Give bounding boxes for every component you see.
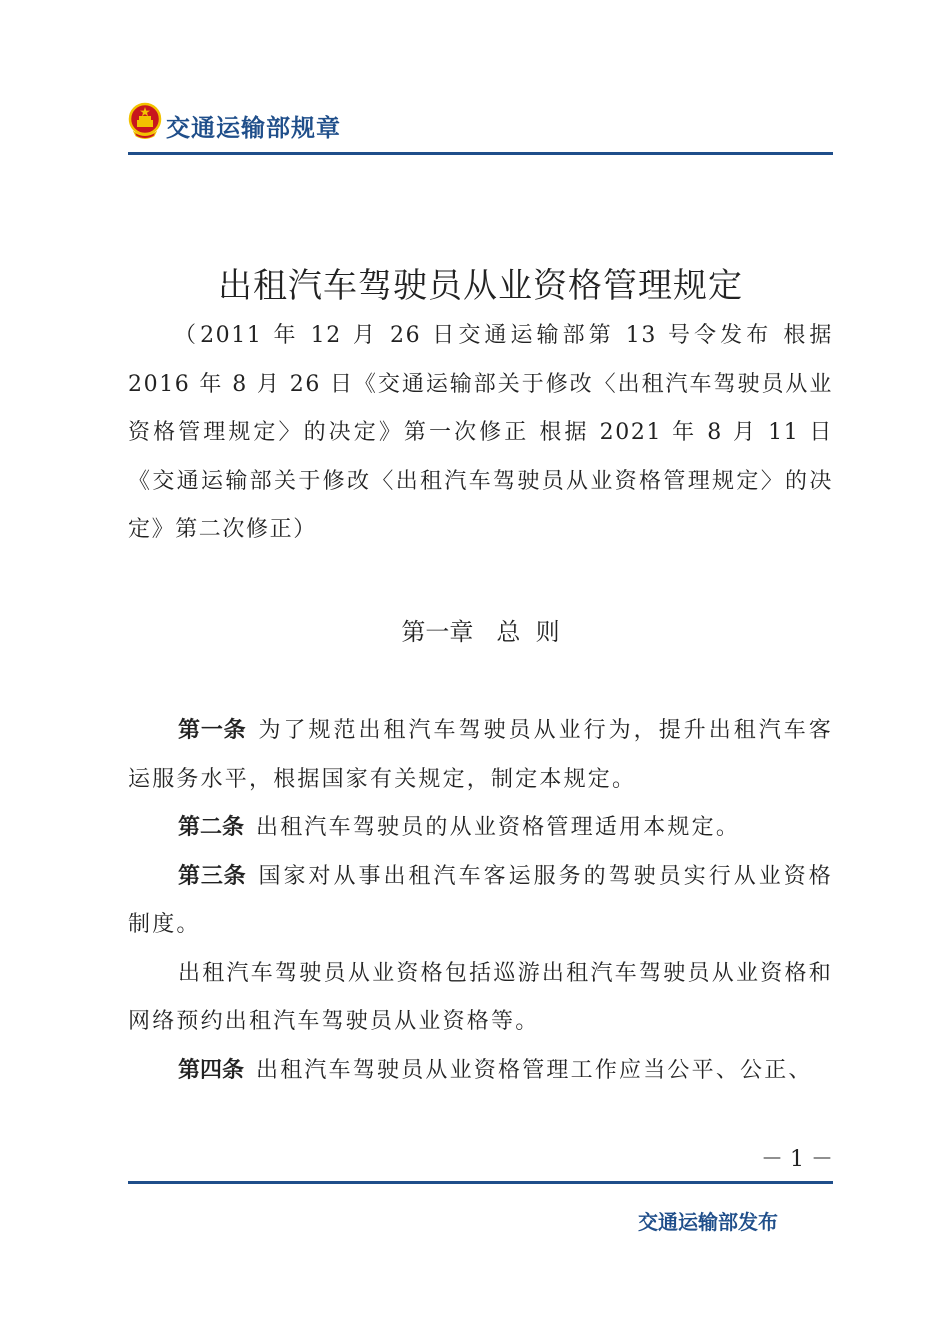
revision-history: （2011 年 12 月 26 日交通运输部第 13 号令发布 根据 2016 年 8 月 26 日《交通运输部关于修改〈出租汽车驾驶员从业资格管理规定〉的决定》第一次修正 根据 2021 年 8 月 11 日《交通运输部关于修改〈出租汽车驾驶员从业资格管理规定〉的决定》第二次修正） (128, 323, 833, 542)
header-divider (128, 152, 833, 155)
page-header (128, 100, 833, 158)
article-paragraph (128, 950, 833, 1047)
article-number: 第四条 (178, 1057, 245, 1083)
article-paragraph (128, 853, 833, 950)
page-number: － 1 － (761, 1147, 833, 1172)
publisher-label: 交通运输部发布 (638, 1210, 778, 1234)
article-text: 为了规范出租汽车驾驶员从业行为，提升出租汽车客运服务水平，根据国家有关规定，制定本规定。 (128, 718, 833, 792)
chapter-heading (128, 612, 833, 647)
article-text: 国家对从事出租汽车客运服务的驾驶员实行从业资格制度。 (128, 863, 833, 937)
article-text: 出租汽车驾驶员的从业资格管理适用本规定。 (256, 815, 741, 840)
article-paragraph (128, 804, 833, 853)
article-paragraph (128, 707, 833, 804)
chapter-title: 总 则 (496, 618, 560, 646)
article-text: 出租汽车驾驶员从业资格管理工作应当公平、公正、 (256, 1057, 813, 1083)
article-text: 出租汽车驾驶员从业资格包括巡游出租汽车驾驶员从业资格和网络预约出租汽车驾驶员从业资格等。 (128, 960, 833, 1034)
document-body (128, 707, 833, 1095)
national-emblem-icon (128, 102, 162, 140)
article-paragraph (128, 1047, 833, 1096)
document-title: 出租汽车驾驶员从业资格管理规定 (218, 266, 743, 306)
article-number: 第一条 (178, 718, 247, 743)
article-number: 第三条 (178, 863, 247, 889)
article-number: 第二条 (178, 815, 245, 840)
header-title: 交通运输部规章 (166, 114, 341, 142)
footer-divider (128, 1181, 833, 1184)
chapter-number: 第一章 (401, 618, 474, 646)
